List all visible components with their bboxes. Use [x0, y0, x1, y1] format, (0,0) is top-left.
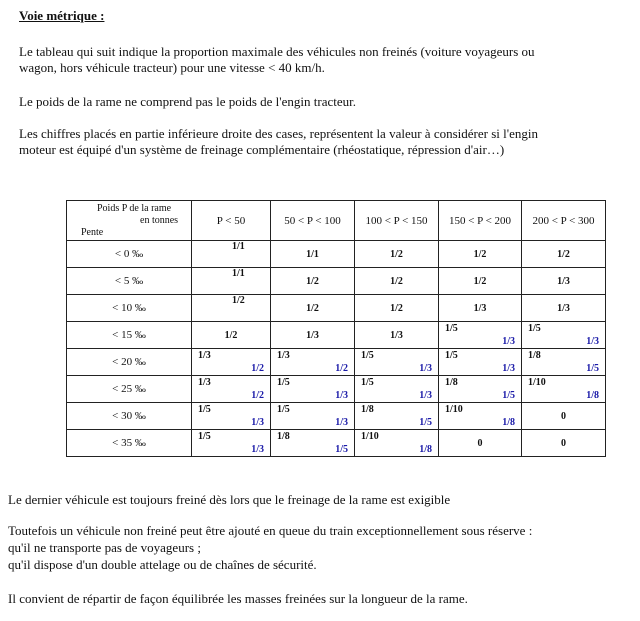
slope-row-label: < 10 ‰ — [67, 295, 192, 322]
ratio-cell — [522, 403, 606, 430]
slope-row-label: < 20 ‰ — [67, 349, 192, 376]
ratio-cell — [271, 376, 355, 403]
max-ratio-value: 0 — [477, 438, 483, 449]
max-ratio-value: 1/3 — [198, 377, 211, 388]
ratio-cell — [522, 295, 606, 322]
ratio-cell — [355, 376, 439, 403]
corner-weight-label: Poids P de la rame — [97, 203, 172, 214]
column-header: P < 50 — [192, 201, 271, 241]
max-ratio-value: 1/2 — [306, 303, 319, 314]
max-ratio-value: 1/2 — [306, 276, 319, 287]
max-ratio-value: 1/2 — [224, 330, 238, 341]
table-header-row — [67, 201, 606, 241]
ratio-cell — [192, 430, 271, 457]
max-ratio-value: 1/2 — [390, 303, 403, 314]
ratio-cell — [192, 241, 271, 268]
supplementary-brake-ratio-value: 1/3 — [586, 336, 599, 347]
ratio-cell — [439, 295, 522, 322]
ratio-cell — [192, 376, 271, 403]
column-header: 50 < P < 100 — [271, 201, 355, 241]
table-row — [67, 376, 606, 403]
max-ratio-value: 1/5 — [361, 377, 374, 388]
max-ratio-value: 1/2 — [557, 249, 570, 260]
ratio-cell — [192, 322, 271, 349]
ratio-cell — [355, 268, 439, 295]
supplementary-brake-ratio-value: 1/2 — [335, 363, 348, 374]
max-ratio-value: 1/1 — [232, 268, 245, 279]
table-row — [67, 430, 606, 457]
intro-paragraph-line: moteur est équipé d'un système de freinage complémentaire (rhéostatique, répression d'air…) — [19, 142, 505, 157]
supplementary-brake-ratio-value: 1/3 — [251, 417, 264, 428]
supplementary-brake-ratio-value: 1/3 — [251, 444, 264, 455]
section-heading: Voie métrique : — [19, 8, 105, 23]
max-ratio-value: 1/3 — [557, 276, 570, 287]
column-header: 200 < P < 300 — [522, 201, 606, 241]
intro-paragraph-line: Les chiffres placés en partie inférieure droite des cases, représentent la valeur à considérer si l'engin — [19, 126, 538, 141]
footer-note: Il convient de répartir de façon équilibrée les masses freinées sur la longueur de la rame. — [8, 591, 468, 606]
ratio-cell — [522, 268, 606, 295]
max-ratio-value: 1/5 — [277, 377, 290, 388]
ratio-cell — [522, 322, 606, 349]
max-ratio-value: 1/5 — [445, 350, 458, 361]
max-ratio-value: 1/8 — [445, 377, 458, 388]
slope-row-label: < 30 ‰ — [67, 403, 192, 430]
corner-unit-label: en tonnes — [140, 215, 179, 226]
column-header: 100 < P < 150 — [355, 201, 439, 241]
footer-note: Le dernier véhicule est toujours freiné dès lors que le freinage de la rame est exigible — [8, 492, 451, 507]
table-row — [67, 349, 606, 376]
max-ratio-value: 1/8 — [277, 431, 290, 442]
table-row — [67, 403, 606, 430]
supplementary-brake-ratio-value: 1/2 — [251, 363, 264, 374]
ratio-cell — [271, 349, 355, 376]
max-ratio-value: 1/2 — [232, 295, 245, 306]
ratio-cell — [271, 241, 355, 268]
max-ratio-value: 1/3 — [277, 350, 290, 361]
ratio-cell — [522, 241, 606, 268]
max-ratio-value: 1/1 — [306, 249, 319, 260]
ratio-cell — [192, 403, 271, 430]
ratio-cell — [271, 268, 355, 295]
max-ratio-value: 1/2 — [390, 276, 403, 287]
ratio-cell — [522, 349, 606, 376]
ratio-cell — [439, 430, 522, 457]
supplementary-brake-ratio-value: 1/3 — [419, 390, 432, 401]
max-ratio-value: 1/10 — [361, 431, 379, 442]
ratio-cell — [192, 349, 271, 376]
ratio-cell — [439, 322, 522, 349]
column-header: 150 < P < 200 — [439, 201, 522, 241]
ratio-cell — [355, 241, 439, 268]
footer-note: Toutefois un véhicule non freiné peut être ajouté en queue du train exceptionnellement sous réserve : — [8, 523, 533, 538]
max-ratio-value: 1/5 — [445, 323, 458, 334]
supplementary-brake-ratio-value: 1/5 — [586, 363, 599, 374]
max-ratio-value: 1/10 — [445, 404, 463, 415]
table-corner-cell — [67, 201, 192, 241]
ratio-cell — [271, 403, 355, 430]
table-row — [67, 241, 606, 268]
max-ratio-value: 1/3 — [473, 303, 487, 314]
corner-slope-label: Pente — [81, 227, 104, 238]
max-ratio-value: 1/3 — [198, 350, 211, 361]
max-ratio-value: 1/3 — [557, 303, 570, 314]
ratio-cell — [355, 349, 439, 376]
max-ratio-value: 1/10 — [528, 377, 546, 388]
ratio-cell — [355, 295, 439, 322]
braking-ratio-table — [66, 200, 606, 457]
ratio-cell — [439, 349, 522, 376]
max-ratio-value: 1/3 — [390, 330, 403, 341]
supplementary-brake-ratio-value: 1/3 — [335, 390, 348, 401]
ratio-cell — [192, 268, 271, 295]
slope-row-label: < 35 ‰ — [67, 430, 192, 457]
max-ratio-value: 1/8 — [361, 404, 374, 415]
ratio-cell — [355, 430, 439, 457]
supplementary-brake-ratio-value: 1/5 — [419, 417, 432, 428]
max-ratio-value: 1/5 — [528, 323, 541, 334]
max-ratio-value: 1/8 — [528, 350, 541, 361]
max-ratio-value: 0 — [561, 438, 566, 449]
max-ratio-value: 0 — [561, 411, 566, 422]
max-ratio-value: 1/5 — [361, 350, 374, 361]
supplementary-brake-ratio-value: 1/8 — [502, 417, 515, 428]
max-ratio-value: 1/2 — [473, 276, 487, 287]
supplementary-brake-ratio-value: 1/8 — [586, 390, 599, 401]
supplementary-brake-ratio-value: 1/3 — [502, 363, 515, 374]
intro-paragraph: Le poids de la rame ne comprend pas le poids de l'engin tracteur. — [19, 94, 356, 109]
supplementary-brake-ratio-value: 1/5 — [335, 444, 348, 455]
slope-row-label: < 5 ‰ — [67, 268, 192, 295]
max-ratio-value: 1/5 — [198, 431, 211, 442]
intro-paragraph-line: Le tableau qui suit indique la proportion maximale des véhicules non freinés (voiture voyageurs ou — [19, 44, 535, 59]
max-ratio-value: 1/2 — [473, 249, 487, 260]
ratio-cell — [271, 322, 355, 349]
max-ratio-value: 1/1 — [232, 241, 245, 252]
ratio-cell — [439, 403, 522, 430]
ratio-cell — [439, 241, 522, 268]
ratio-cell — [271, 430, 355, 457]
max-ratio-value: 1/2 — [390, 249, 403, 260]
footer-condition: qu'il dispose d'un double attelage ou de chaînes de sécurité. — [8, 557, 317, 572]
table-row — [67, 268, 606, 295]
footer-condition: qu'il ne transporte pas de voyageurs ; — [8, 540, 201, 555]
ratio-cell — [522, 430, 606, 457]
ratio-cell — [192, 295, 271, 322]
supplementary-brake-ratio-value: 1/3 — [335, 417, 348, 428]
max-ratio-value: 1/5 — [277, 404, 290, 415]
supplementary-brake-ratio-value: 1/3 — [502, 336, 515, 347]
ratio-cell — [439, 268, 522, 295]
ratio-cell — [355, 403, 439, 430]
max-ratio-value: 1/3 — [306, 330, 319, 341]
supplementary-brake-ratio-value: 1/2 — [251, 390, 264, 401]
max-ratio-value: 1/5 — [198, 404, 211, 415]
slope-row-label: < 25 ‰ — [67, 376, 192, 403]
table-row — [67, 322, 606, 349]
supplementary-brake-ratio-value: 1/3 — [419, 363, 432, 374]
ratio-cell — [522, 376, 606, 403]
ratio-cell — [439, 376, 522, 403]
ratio-cell — [271, 295, 355, 322]
slope-row-label: < 15 ‰ — [67, 322, 192, 349]
supplementary-brake-ratio-value: 1/8 — [419, 444, 432, 455]
ratio-cell — [355, 322, 439, 349]
slope-row-label: < 0 ‰ — [67, 241, 192, 268]
table-row — [67, 295, 606, 322]
supplementary-brake-ratio-value: 1/5 — [502, 390, 515, 401]
intro-paragraph-line: wagon, hors véhicule tracteur) pour une vitesse < 40 km/h. — [19, 60, 325, 75]
